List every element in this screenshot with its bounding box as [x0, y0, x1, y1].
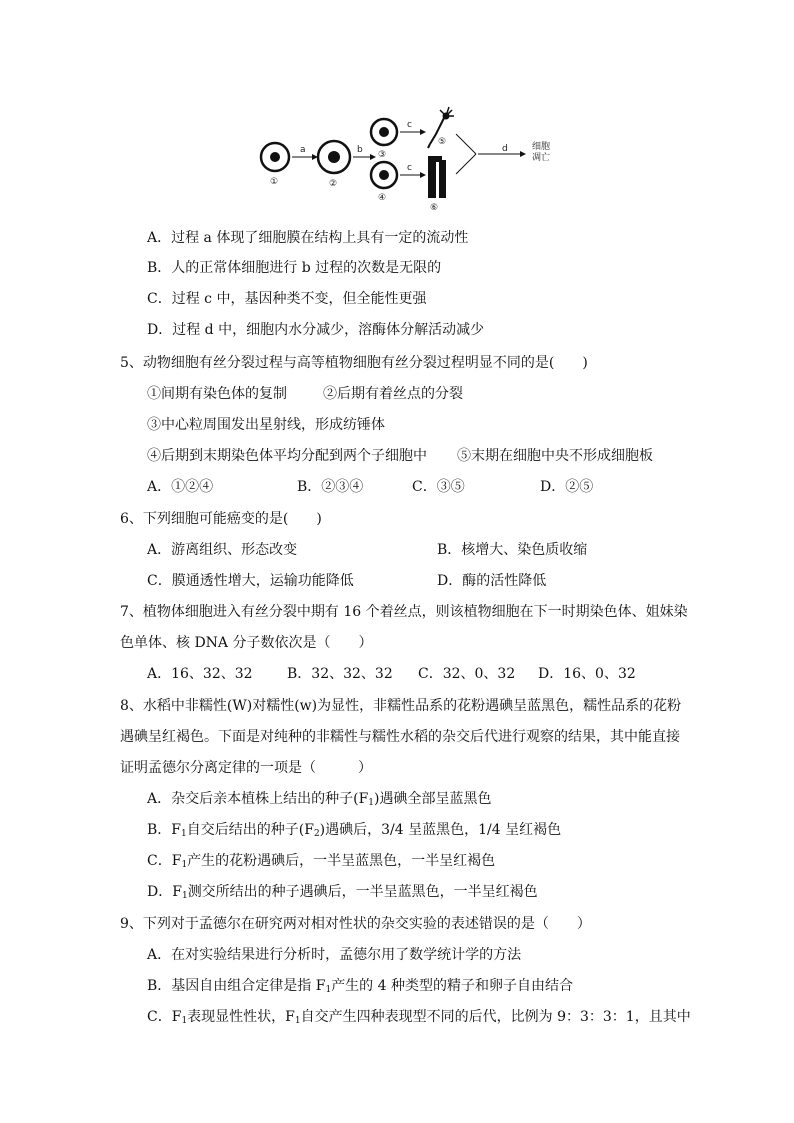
q5-option-a: A．①②④: [147, 479, 214, 495]
end-label-line2: 凋亡: [532, 153, 551, 163]
label-cell-4: ④: [378, 193, 387, 203]
q8-stem-line2: 遇碘呈红褐色。下面是对纯种的非糯性与糯性水稻的杂交后代进行观察的结果，其中能直接: [120, 729, 680, 745]
cell-3: [371, 119, 397, 145]
label-cell-2: ②: [329, 179, 338, 189]
arrow-label-b: b: [357, 145, 363, 155]
arrow-label-c-bottom: c: [407, 163, 412, 173]
muscle-cell-6: [428, 156, 446, 198]
q4-option-b: B．人的正常体细胞进行 b 过程的次数是无限的: [147, 260, 442, 276]
q6-option-d: D．酶的活性降低: [437, 573, 547, 589]
q5-option-b: B．②③④: [297, 479, 364, 495]
q5-item-3: ③中心粒周围发出星射线，形成纺锤体: [147, 417, 385, 433]
q5-option-c: C．③⑤: [412, 479, 465, 495]
cell-1: [261, 143, 289, 171]
label-cell-5: ⑤: [438, 137, 447, 147]
q7-stem-line1: 7、植物体细胞进入有丝分裂中期有 16 个着丝点，则该植物细胞在下一时期染色体、姐妹染: [120, 604, 688, 620]
q8-option-b: B．$F_1$自交后结出的种子$(F_2)$遇碘后，3/4 呈蓝黑色，1/4 呈红褐色: [147, 822, 562, 839]
arrow-label-a: a: [300, 145, 306, 155]
q5-option-d: D．②⑤: [540, 479, 594, 495]
q6-stem: 6、下列细胞可能癌变的是( ): [120, 511, 322, 527]
q4-option-c: C．过程 c 中，基因种类不变，但全能性更强: [147, 291, 427, 307]
q8-option-a: A．杂交后亲本植株上结出的种子$(F_1)$遇碘全部呈蓝黑色: [147, 791, 492, 808]
q9-option-a: A．在对实验结果进行分析时，孟德尔用了数学统计学的方法: [147, 947, 522, 963]
q5-item-1: ①间期有染色体的复制: [147, 386, 287, 402]
cell-4: [371, 162, 397, 188]
cell-2: [318, 141, 350, 173]
q4-option-d: D．过程 d 中，细胞内水分减少，溶酶体分解活动减少: [147, 322, 485, 338]
q7-option-c: C．32、0、32: [418, 666, 516, 682]
label-cell-1: ①: [270, 177, 279, 187]
arrow-label-c-top: c: [407, 120, 412, 130]
q8-option-c: C．$F_1$产生的花粉遇碘后，一半呈蓝黑色，一半呈红褐色: [147, 853, 496, 870]
q5-stem: 5、动物细胞有丝分裂过程与高等植物细胞有丝分裂过程明显不同的是( ): [120, 355, 588, 371]
label-cell-6: ⑥: [430, 203, 439, 213]
q8-stem-line1: 8、水稻中非糯性(W)对糯性(w)为显性，非糯性品系的花粉遇碘呈蓝黑色，糯性品系的花粉: [120, 698, 682, 714]
q5-item-5: ⑤末期在细胞中央不形成细胞板: [457, 448, 653, 464]
q8-option-d: D．$F_1$测交所结出的种子遇碘后，一半呈蓝黑色，一半呈红褐色: [147, 884, 538, 901]
q6-option-b: B．核增大、染色质收缩: [437, 542, 588, 558]
q7-option-d: D．16、0、32: [538, 666, 636, 682]
cell-process-diagram: [250, 104, 580, 214]
q4-option-a: A．过程 a 体现了细胞膜在结构上具有一定的流动性: [147, 230, 469, 246]
q6-option-a: A．游离组织、形态改变: [147, 542, 298, 558]
q5-item-2: ②后期有着丝点的分裂: [323, 386, 463, 402]
q8-stem-line3: 证明孟德尔分离定律的一项是（ ）: [120, 760, 372, 776]
q9-option-c: C．$F_1$表现显性性状，$F_1$自交产生四种表现型不同的后代，比例为 9：3：3：1，且其中: [147, 1009, 691, 1026]
q9-stem: 9、下列对于孟德尔在研究两对相对性状的杂交实验的表述错误的是（ ）: [120, 916, 591, 932]
q7-option-b: B．32、32、32: [287, 666, 393, 682]
q5-item-4: ④后期到末期染色体平均分配到两个子细胞中: [147, 448, 427, 464]
q9-option-b: B．基因自由组合定律是指 $F_1$产生的 4 种类型的精子和卵子自由结合: [147, 978, 573, 995]
arrow-label-d: d: [502, 144, 508, 154]
q7-option-a: A．16、32、32: [147, 666, 253, 682]
end-label-line1: 细胞: [532, 142, 551, 152]
q6-option-c: C．膜通透性增大，运输功能降低: [147, 573, 354, 589]
label-cell-3: ③: [378, 150, 387, 160]
q7-stem-line2: 色单体、核 DNA 分子数依次是（ ）: [120, 635, 373, 651]
